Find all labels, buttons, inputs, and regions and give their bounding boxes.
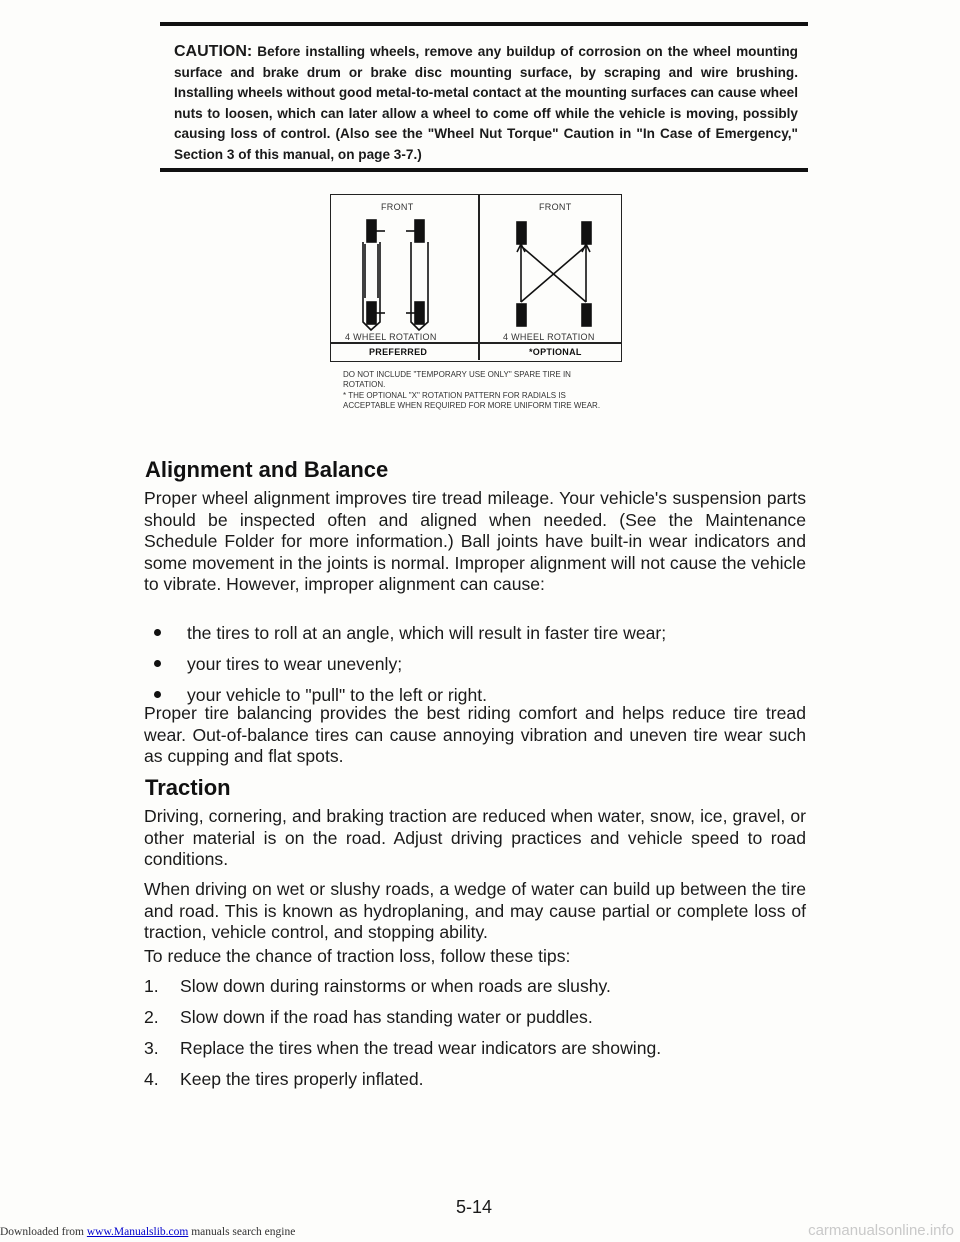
watermark: carmanualsonline.info xyxy=(808,1222,954,1239)
caution-text: Before installing wheels, remove any buildup of corrosion on the wheel mounting surface and brake drum or brake disc mounting surface, by scraping and wire brushing. Installing wheels without good metal-to-metal contact at the mounting surfaces can cause wheel nuts to loosen, which can later allow a wheel to come off while the vehicle is moving, possibly causing loss of control. (Also see the "Wheel Nut Torque" Caution in "In Case of Emergency," Section 3 of this manual, on page 3-7.) xyxy=(174,44,798,162)
tip-text: Keep the tires properly inflated. xyxy=(180,1069,424,1089)
tip-text: Replace the tires when the tread wear indicators are showing. xyxy=(180,1038,662,1058)
traction-paragraph-2: When driving on wet or slushy roads, a wedge of water can build up between the tire and road. This is known as hydroplaning, and may cause partial or complete loss of traction, vehicle control, and stopping ability. xyxy=(144,879,806,942)
alignment-bullet xyxy=(154,623,666,645)
caution-label: CAUTION: xyxy=(174,43,253,60)
traction-paragraph-1: Driving, cornering, and braking traction are reduced when water, snow, ice, gravel, or other material is on the road. Adjust driving practices and vehicle speed to road conditions. xyxy=(144,806,806,869)
right-front-label: FRONT xyxy=(539,202,572,212)
figure-note-1: DO NOT INCLUDE "TEMPORARY USE ONLY" SPARE TIRE IN ROTATION. xyxy=(343,370,571,389)
tip-number: 3. xyxy=(144,1038,159,1058)
tip-number: 1. xyxy=(144,976,159,996)
tip-number: 4. xyxy=(144,1069,159,1089)
right-rotation-diagram xyxy=(517,222,591,326)
bullet-dot xyxy=(154,660,161,667)
footer-prefix: Downloaded from xyxy=(0,1226,87,1238)
caution-box xyxy=(174,42,798,165)
figure-note-2: * THE OPTIONAL "X" ROTATION PATTERN FOR RADIALS IS ACCEPTABLE WHEN REQUIRED FOR MORE UNIFORM TIRE WEAR. xyxy=(343,391,601,410)
traction-tip xyxy=(144,1007,593,1029)
download-footer xyxy=(0,1226,295,1238)
alignment-paragraph-2: Proper tire balancing provides the best riding comfort and helps reduce tire tread wear. Out-of-balance tires can cause annoying vibration and uneven tire wear such as cupping and flat spots. xyxy=(144,703,806,766)
rotation-diagram xyxy=(325,190,627,452)
alignment-paragraph-1: Proper wheel alignment improves tire tread mileage. Your vehicle's suspension parts should be inspected often and aligned when needed. (See the Maintenance Schedule Folder for more information.) Ball joints have built-in wear indicators and some movement in the joints is normal. Improper alignment will not cause the vehicle to vibrate. However, improper alignment can cause: xyxy=(144,488,806,594)
caution-bottom-rule xyxy=(160,168,808,172)
left-caption: 4 WHEEL ROTATION xyxy=(345,332,437,342)
top-rule xyxy=(160,22,808,26)
right-caption: 4 WHEEL ROTATION xyxy=(503,332,595,342)
tire-rotation-figure xyxy=(325,190,627,452)
optional-tag: *OPTIONAL xyxy=(529,347,582,357)
bullet-dot xyxy=(154,691,161,698)
alignment-bullet xyxy=(154,654,402,676)
footer-suffix: manuals search engine xyxy=(188,1226,296,1238)
traction-paragraph-3: To reduce the chance of traction loss, follow these tips: xyxy=(144,946,571,966)
bullet-text: your tires to wear unevenly; xyxy=(187,654,403,674)
bullet-text: your vehicle to "pull" to the left or right. xyxy=(187,685,488,705)
traction-tip xyxy=(144,1069,424,1091)
alignment-heading: Alignment and Balance xyxy=(145,457,389,482)
preferred-tag: PREFERRED xyxy=(369,347,428,357)
traction-tip xyxy=(144,976,611,998)
bullet-dot xyxy=(154,629,161,636)
page-number: 5-14 xyxy=(456,1197,493,1217)
bullet-text: the tires to roll at an angle, which will result in faster tire wear; xyxy=(187,623,667,643)
traction-tip xyxy=(144,1038,661,1060)
left-front-label: FRONT xyxy=(381,202,414,212)
tip-number: 2. xyxy=(144,1007,159,1027)
tip-text: Slow down during rainstorms or when roads are slushy. xyxy=(180,976,611,996)
manualslib-link[interactable]: www.Manualslib.com xyxy=(86,1226,189,1238)
traction-heading: Traction xyxy=(145,775,231,800)
tip-text: Slow down if the road has standing water or puddles. xyxy=(180,1007,593,1027)
left-rotation-diagram xyxy=(363,220,428,330)
figure-notes xyxy=(343,370,613,412)
